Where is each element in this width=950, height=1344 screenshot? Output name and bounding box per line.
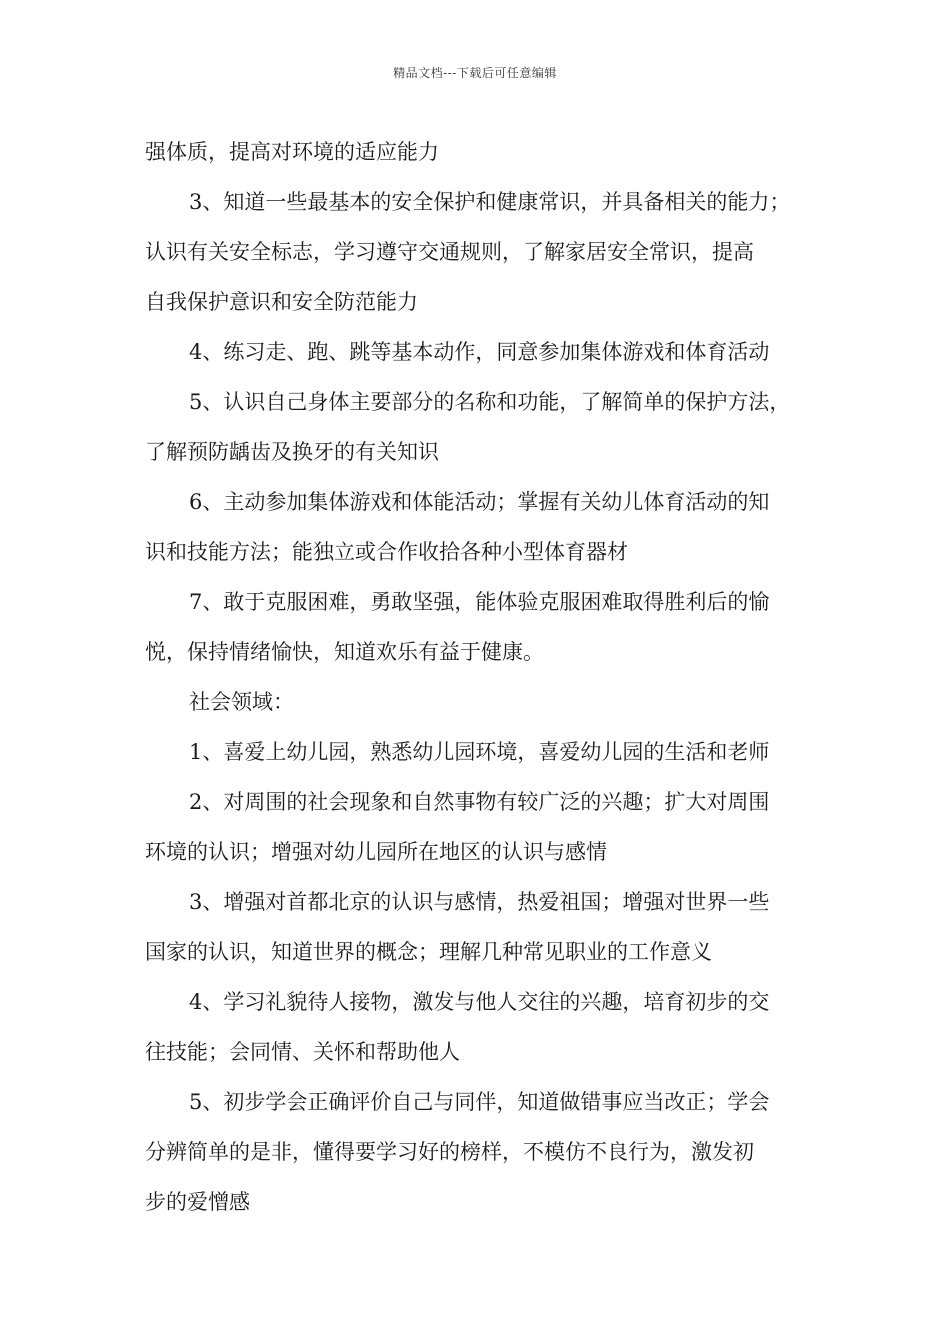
text-line: 1、喜爱上幼儿园，熟悉幼儿园环境，喜爱幼儿园的生活和老师 <box>189 740 770 764</box>
text-line: 国家的认识，知道世界的概念；理解几种常见职业的工作意义 <box>145 940 712 964</box>
text-line: 5、认识自己身体主要部分的名称和功能，了解简单的保护方法， <box>189 390 791 414</box>
text-line: 3、增强对首都北京的认识与感情，热爱祖国；增强对世界一些 <box>189 890 770 914</box>
page-header: 精品文档---下载后可任意编辑 <box>393 66 557 80</box>
text-line: 步的爱憎感 <box>145 1190 250 1214</box>
text-line: 分辨简单的是非，懂得要学习好的榜样，不模仿不良行为，激发初 <box>145 1140 754 1164</box>
text-line: 强体质，提高对环境的适应能力 <box>145 140 439 164</box>
text-line: 5、初步学会正确评价自己与同伴，知道做错事应当改正；学会 <box>189 1090 770 1114</box>
text-line: 3、知道一些最基本的安全保护和健康常识，并具备相关的能力； <box>189 190 791 214</box>
text-line: 6、主动参加集体游戏和体能活动；掌握有关幼儿体育活动的知 <box>189 490 770 514</box>
text-line: 环境的认识；增强对幼儿园所在地区的认识与感情 <box>145 840 607 864</box>
text-line: 识和技能方法；能独立或合作收拾各种小型体育器材 <box>145 540 628 564</box>
text-line: 4、练习走、跑、跳等基本动作，同意参加集体游戏和体育活动 <box>189 340 770 364</box>
text-line: 7、敢于克服困难，勇敢坚强，能体验克服困难取得胜利后的愉 <box>189 590 770 614</box>
text-line: 悦，保持情绪愉快，知道欢乐有益于健康。 <box>145 640 544 664</box>
text-line: 了解预防龋齿及换牙的有关知识 <box>145 440 439 464</box>
text-line: 4、学习礼貌待人接物，激发与他人交往的兴趣，培育初步的交 <box>189 990 770 1014</box>
text-line: 自我保护意识和安全防范能力 <box>145 290 418 314</box>
section-heading: 社会领域： <box>189 690 294 714</box>
document-body <box>145 127 813 1227</box>
text-line: 认识有关安全标志，学习遵守交通规则，了解家居安全常识，提高 <box>145 240 754 264</box>
text-line: 2、对周围的社会现象和自然事物有较广泛的兴趣；扩大对周围 <box>189 790 770 814</box>
text-line: 往技能；会同情、关怀和帮助他人 <box>145 1040 460 1064</box>
